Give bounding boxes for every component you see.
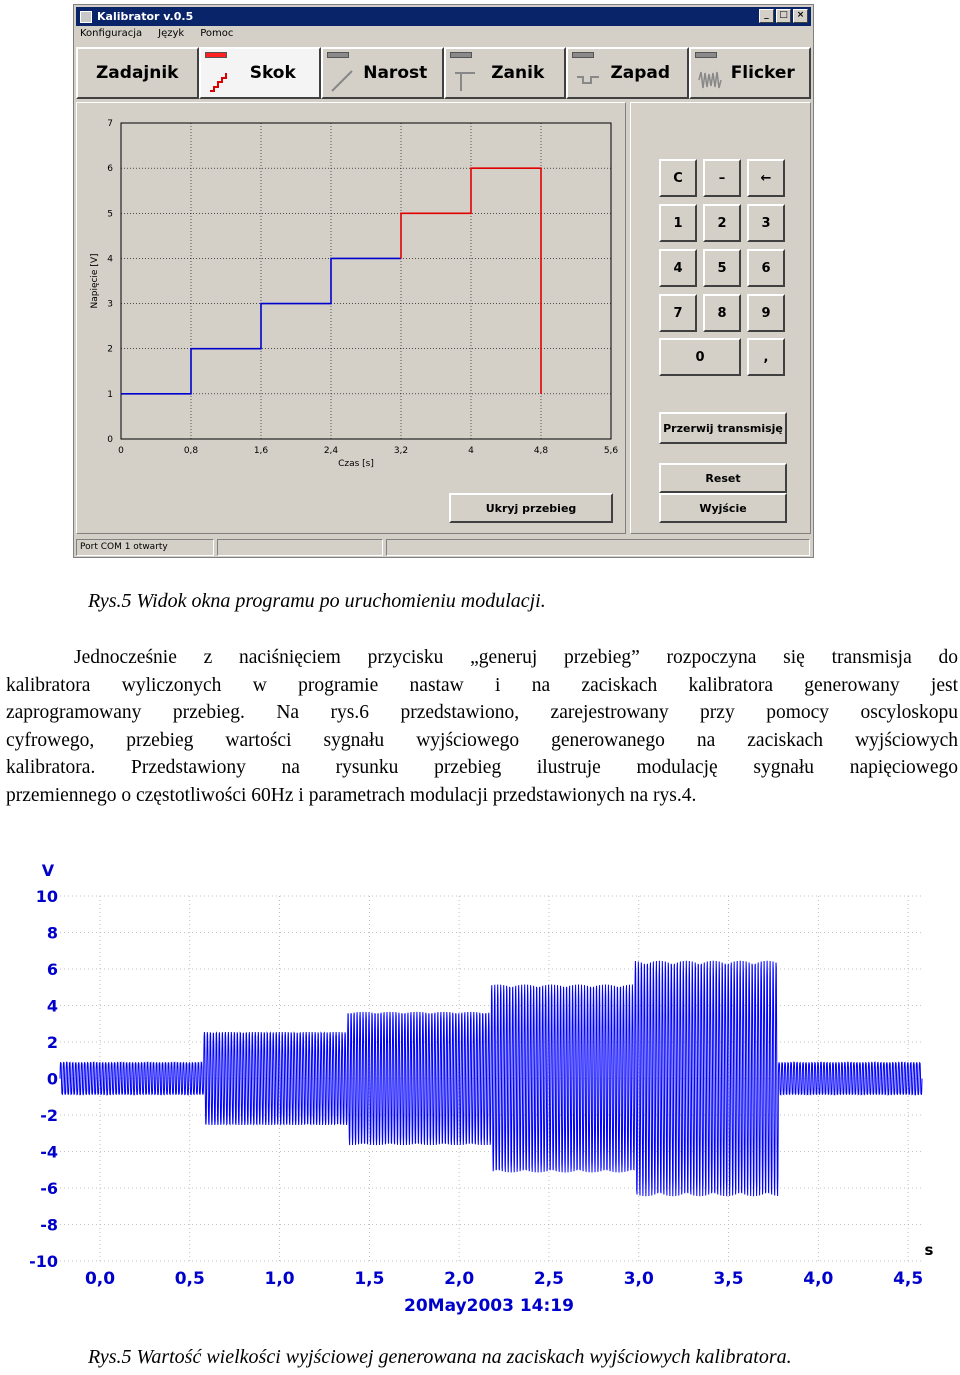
tab-label: Zanik [491, 63, 545, 83]
step-chart [77, 103, 625, 533]
plot-area [121, 123, 611, 439]
key-3[interactable]: 3 [747, 204, 785, 242]
x-tick-label: 4,0 [803, 1269, 834, 1289]
x-tick-label: 0 [118, 446, 124, 456]
body-paragraph [6, 644, 958, 810]
keypad-panel [630, 102, 811, 534]
y-tick-label: 8 [46, 923, 58, 943]
status-bar [76, 539, 811, 556]
figure-caption-1: Rys.5 Widok okna programu po uruchomieniu modulacji. [88, 590, 546, 612]
y-tick-label: 6 [46, 960, 58, 979]
x-tick-label: 4 [468, 446, 474, 456]
x-axis-unit: s [924, 1241, 934, 1259]
tab-narost[interactable] [321, 47, 444, 99]
app-window [73, 4, 814, 558]
app-icon [80, 11, 92, 23]
key-minus[interactable]: – [703, 159, 741, 197]
dip-icon [575, 67, 601, 93]
key-9[interactable]: 9 [747, 294, 785, 332]
y-tick-label: 1 [107, 389, 113, 400]
x-tick-label: 5,6 [603, 446, 619, 456]
indicator [572, 52, 594, 58]
close-icon[interactable]: × [793, 9, 808, 23]
key-4[interactable]: 4 [659, 249, 697, 287]
x-tick-label: 3,0 [623, 1269, 654, 1289]
step-icon [208, 67, 234, 93]
active-indicator [205, 52, 227, 58]
paragraph-line: kalibratora. Przedstawiony na rysunku przebieg ilustruje modulację sygnału napięciowego [6, 757, 958, 779]
x-tick-label: 1,5 [354, 1269, 385, 1289]
x-tick-label: 4,5 [893, 1269, 924, 1289]
flicker-icon [698, 67, 724, 93]
y-axis-label: Napięcie [V] [90, 253, 100, 309]
tab-label: Zapad [610, 63, 671, 83]
key-7[interactable]: 7 [659, 294, 697, 332]
y-tick-label: -10 [29, 1252, 58, 1271]
status-cell [386, 539, 810, 556]
timestamp: 20May2003 14:19 [404, 1296, 574, 1316]
tab-label: Skok [249, 63, 296, 83]
x-tick-label: 0,0 [84, 1269, 116, 1289]
x-tick-label: 0,8 [183, 446, 199, 456]
key-1[interactable]: 1 [659, 204, 697, 242]
oscilloscope-chart [4, 862, 956, 1334]
y-tick-label: 5 [107, 209, 113, 220]
x-tick-label: 2,5 [533, 1269, 565, 1289]
tab-label: Narost [363, 63, 428, 83]
tab-zapad[interactable] [566, 47, 689, 99]
x-tick-label: 3,2 [393, 446, 409, 456]
paragraph-line: przemiennego o częstotliwości 60Hz i parametrach modulacji przedstawionych na rys.4. [6, 784, 697, 806]
x-tick-label: 2,0 [444, 1269, 475, 1289]
x-tick-label: 1,6 [253, 446, 269, 456]
tab-zadajnik[interactable] [76, 47, 199, 99]
y-tick-label: 4 [46, 996, 58, 1016]
key-2[interactable]: 2 [703, 204, 741, 242]
y-tick-label: 0 [46, 1069, 58, 1089]
y-tick-label: 6 [107, 164, 113, 175]
y-tick-label: -8 [40, 1215, 58, 1235]
paragraph-line: zaprogramowany przebieg. Na rys.6 przedstawiono, zarejestrowany przy pomocy oscyloskopu [6, 702, 958, 724]
key-0[interactable]: 0 [659, 338, 741, 376]
x-tick-label: 3,5 [713, 1269, 744, 1289]
minimize-icon[interactable]: _ [759, 9, 774, 23]
paragraph-line: kalibratora wyliczonych w programie nastaw i na zaciskach kalibratora generowany jest [6, 674, 958, 696]
y-tick-label: -6 [40, 1179, 58, 1198]
indicator [327, 52, 349, 58]
menu-konfiguracja[interactable]: Konfiguracja [80, 28, 143, 39]
x-tick-label: 2,4 [323, 446, 339, 456]
title-bar [76, 7, 811, 26]
x-tick-label: 1,0 [264, 1269, 295, 1289]
menu-bar [78, 28, 235, 44]
tab-label: Flicker [730, 63, 795, 83]
y-tick-label: 3 [107, 299, 113, 310]
y-tick-label: 10 [35, 887, 58, 906]
key-backspace[interactable]: ← [747, 159, 785, 197]
y-axis-unit: V [41, 862, 55, 880]
status-cell [217, 539, 383, 556]
menu-pomoc[interactable]: Pomoc [200, 28, 234, 39]
key-comma[interactable]: , [747, 338, 785, 376]
tab-zanik[interactable] [444, 47, 567, 99]
y-tick-label: -4 [40, 1142, 58, 1162]
tab-skok[interactable] [199, 47, 322, 99]
y-tick-label: -2 [40, 1106, 58, 1125]
fade-icon [453, 67, 479, 93]
x-axis-label: Czas [s] [338, 459, 374, 469]
maximize-icon[interactable]: □ [776, 9, 791, 23]
y-tick-label: 2 [46, 1033, 58, 1052]
status-text: Port COM 1 otwarty [76, 539, 214, 556]
key-5[interactable]: 5 [703, 249, 741, 287]
menu-jezyk[interactable]: Język [158, 28, 185, 39]
exit-button[interactable]: Wyjście [659, 493, 787, 523]
x-tick-label: 0,5 [174, 1269, 205, 1289]
hide-waveform-button[interactable]: Ukryj przebieg [449, 493, 613, 523]
window-title: Kalibrator v.0.5 [97, 10, 194, 23]
indicator [450, 52, 472, 58]
tab-label: Zadajnik [95, 63, 179, 83]
indicator [695, 52, 717, 58]
ramp-up-icon [330, 67, 356, 93]
interrupt-transmission-button[interactable]: Przerwij transmisję [659, 412, 787, 444]
key-c[interactable]: C [659, 159, 697, 197]
y-tick-label: 2 [107, 344, 113, 355]
paragraph-line: Jednocześnie z naciśnięciem przycisku „generuj przebieg” rozpoczyna się transmisja do [74, 647, 958, 668]
tab-flicker[interactable] [689, 47, 812, 99]
y-tick-label: 7 [107, 119, 113, 129]
reset-button[interactable]: Reset [659, 463, 787, 493]
paragraph-line: cyfrowego, przebieg wartości sygnału wyjściowego generowanego na zaciskach wyjściowych [6, 729, 958, 751]
y-tick-label: 4 [107, 254, 113, 265]
key-8[interactable]: 8 [703, 294, 741, 332]
plot-panel [76, 102, 626, 534]
y-tick-label: 0 [107, 435, 113, 445]
mode-tabs [76, 47, 811, 99]
x-tick-label: 4,8 [533, 446, 549, 456]
figure-caption-2: Rys.5 Wartość wielkości wyjściowej generowana na zaciskach wyjściowych kalibratora. [88, 1346, 792, 1368]
key-6[interactable]: 6 [747, 249, 785, 287]
